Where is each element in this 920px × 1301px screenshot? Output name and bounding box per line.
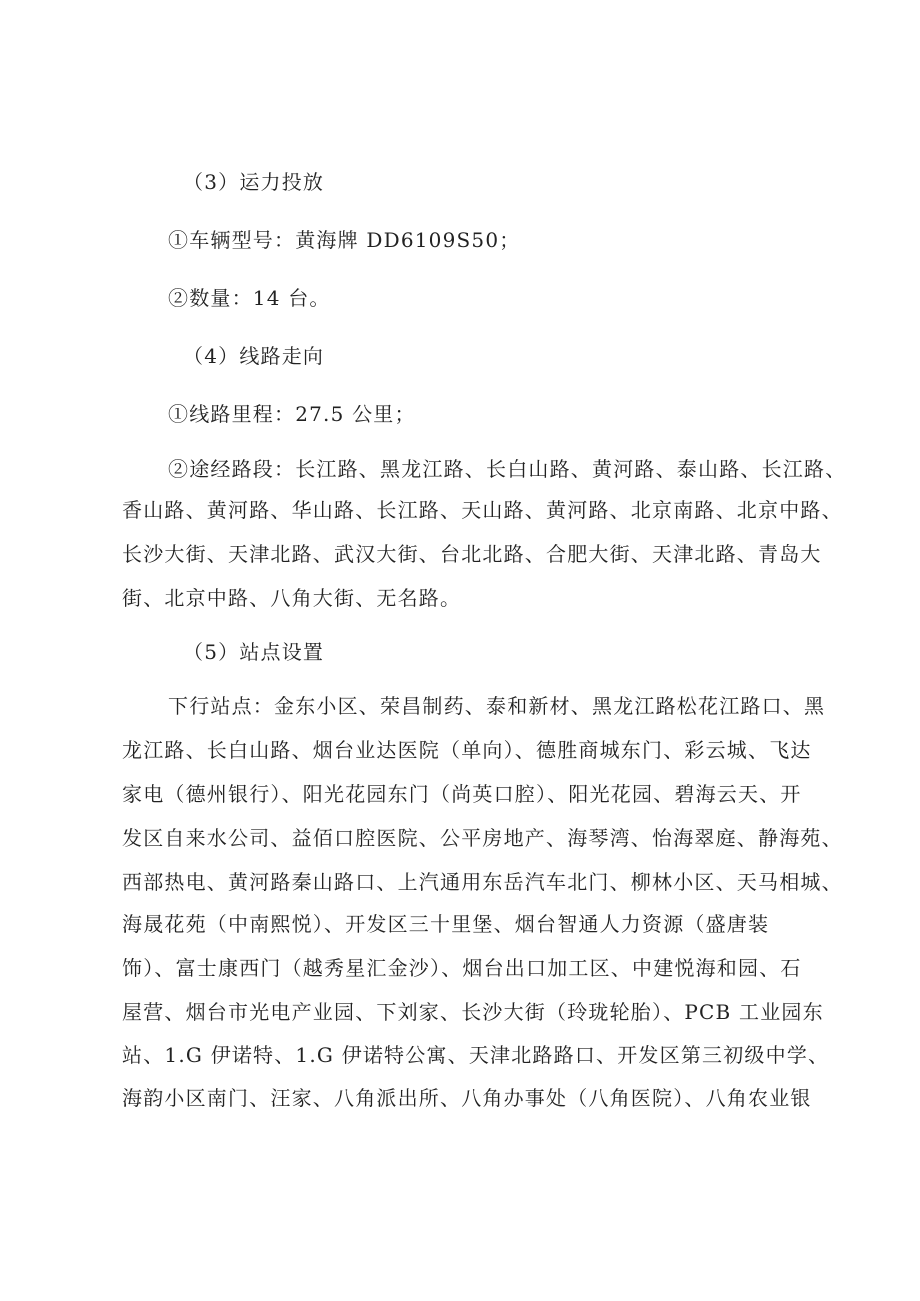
section-4-heading: （4）线路走向 [183, 344, 325, 368]
mileage-line: ①线路里程：27.5 公里； [168, 402, 416, 426]
section-5-heading: （5）站点设置 [183, 640, 325, 664]
stops-line: 发区自来水公司、益佰口腔医院、公平房地产、海琴湾、怡海翠庭、静海苑、 [122, 826, 843, 850]
stops-line: 屋营、烟台市光电产业园、下刘家、长沙大街（玲珑轮胎）、PCB 工业园东 [122, 1000, 824, 1024]
route-line: 街、北京中路、八角大街、无名路。 [122, 586, 462, 610]
route-line: 香山路、黄河路、华山路、长江路、天山路、黄河路、北京南路、北京中路、 [122, 498, 843, 522]
route-line: ②途经路段：长江路、黑龙江路、长白山路、黄河路、泰山路、长江路、 [168, 457, 847, 481]
stops-line: 海晟花苑（中南熙悦）、开发区三十里堡、烟台智通人力资源（盛唐装 [122, 912, 770, 936]
stops-line: 西部热电、黄河路秦山路口、上汽通用东岳汽车北门、柳林小区、天马相城、 [122, 870, 843, 894]
section-3-heading: （3）运力投放 [183, 170, 325, 194]
stops-line: 海韵小区南门、汪家、八角派出所、八角办事处（八角医院）、八角农业银 [122, 1086, 812, 1110]
vehicle-model-line: ①车辆型号：黄海牌 DD6109S50； [168, 228, 521, 252]
route-line: 长沙大街、天津北路、武汉大街、台北北路、合肥大街、天津北路、青岛大 [122, 542, 822, 566]
quantity-line: ②数量：14 台。 [168, 286, 331, 310]
stops-line: 饰）、富士康西门（越秀星汇金沙）、烟台出口加工区、中建悦海和园、石 [122, 956, 802, 980]
stops-line: 龙江路、长白山路、烟台业达医院（单向）、德胜商城东门、彩云城、飞达 [122, 738, 812, 762]
stops-line: 家电（德州银行）、阳光花园东门（尚英口腔）、阳光花园、碧海云天、开 [122, 782, 802, 806]
stops-line: 站、1.G 伊诺特、1.G 伊诺特公寓、天津北路路口、开发区第三初级中学、 [122, 1043, 830, 1067]
stops-line: 下行站点：金东小区、荣昌制药、泰和新材、黑龙江路松花江路口、黑 [168, 694, 826, 718]
